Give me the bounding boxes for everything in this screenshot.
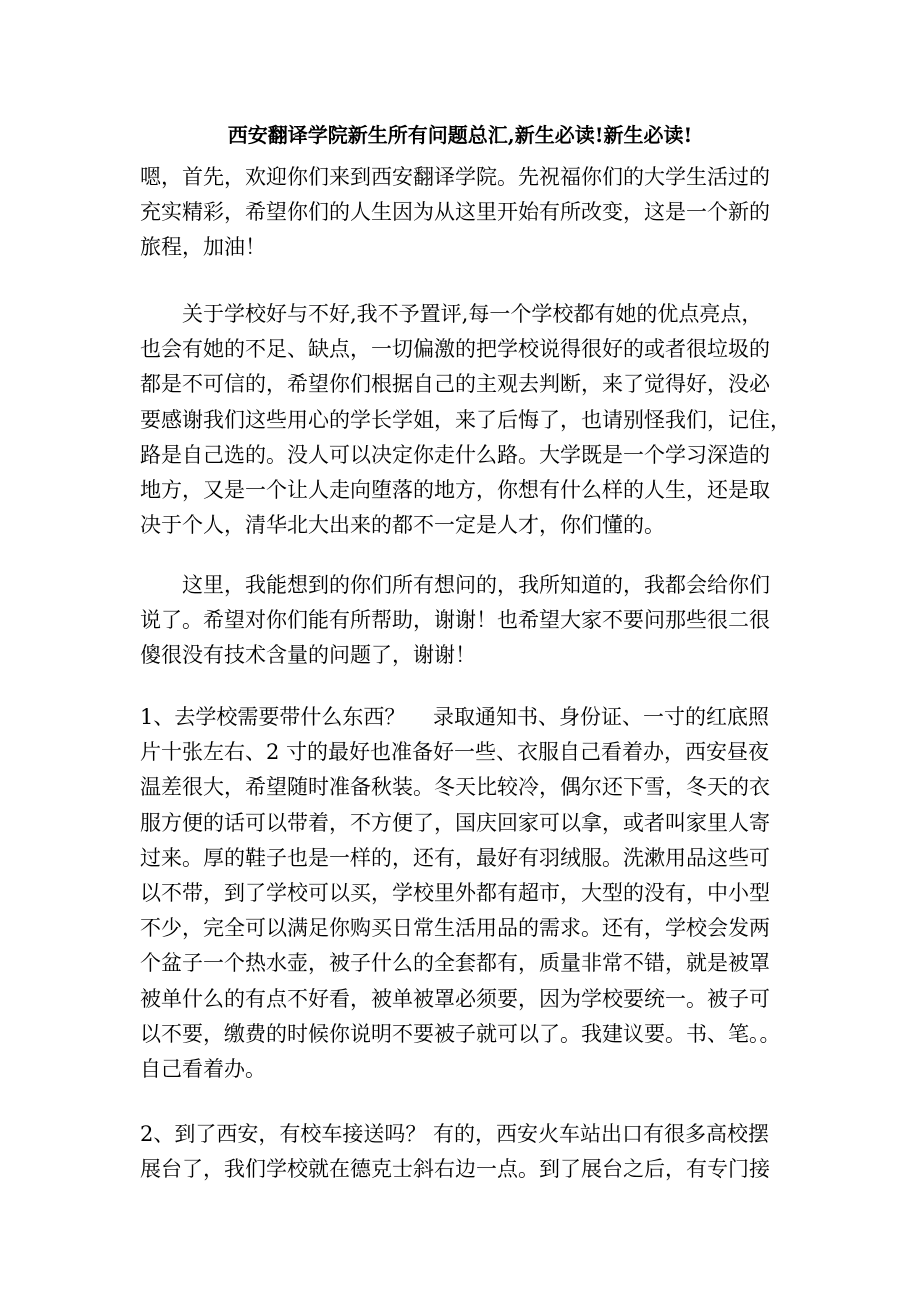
text-line: 要感谢我们这些用心的学长学姐，来了后悔了，也请别怪我们，记住， (140, 407, 791, 432)
text-line: 也会有她的不足、缺点，一切偏激的把学校说得很好的或者很垃圾的 (140, 337, 770, 362)
text-line: 傻很没有技术含量的问题了，谢谢！ (140, 643, 476, 668)
text-line: 个盆子一个热水壶，被子什么的全套都有，质量非常不错，就是被罩 (140, 951, 770, 976)
text-line: 温差很大，希望随时准备秋装。冬天比较冷，偶尔还下雪，冬天的衣 (140, 775, 770, 800)
text-line: 不少，完全可以满足你购买日常生活用品的需求。还有，学校会发两 (140, 916, 770, 941)
paragraph-welcome (140, 160, 780, 266)
paragraph-opinion (140, 297, 791, 543)
paragraph-question-2 (140, 1117, 780, 1187)
paragraph-intro (140, 568, 780, 674)
text-line: 决于个人，清华北大出来的都不一定是人才，你们懂的。 (140, 513, 665, 538)
text-line: 自己看着办。 (140, 1056, 266, 1081)
text-line: 都是不可信的，希望你们根据自己的主观去判断，来了觉得好，没必 (140, 372, 770, 397)
text-line: 关于学校好与不好,我不予置评,每一个学校都有她的优点亮点， (182, 302, 763, 326)
text-line: 以不要，缴费的时候你说明不要被子就可以了。我建议要。书、笔。。 (140, 1021, 781, 1046)
text-line: 这里，我能想到的你们所有想问的，我所知道的，我都会给你们 (182, 573, 770, 597)
text-line: 充实精彩，希望你们的人生因为从这里开始有所改变，这是一个新的 (140, 200, 770, 225)
text-line: 展台了，我们学校就在德克士斜右边一点。到了展台之后，有专门接 (140, 1157, 770, 1182)
text-line: 嗯，首先，欢迎你们来到西安翻译学院。先祝福你们的大学生活过的 (140, 165, 770, 189)
text-line: 1、去学校需要带什么东西？ 录取通知书、身份证、一寸的红底照 (140, 705, 770, 729)
text-line: 片十张左右、2 寸的最好也准备好一些、衣服自己看着办，西安昼夜 (140, 740, 770, 765)
paragraph-question-1 (140, 700, 780, 1087)
text-line: 2、到了西安，有校车接送吗？ 有的，西安火车站出口有很多高校摆 (140, 1122, 770, 1146)
text-line: 过来。厚的鞋子也是一样的，还有，最好有羽绒服。洗漱用品这些可 (140, 845, 770, 870)
text-line: 被单什么的有点不好看，被单被罩必须要，因为学校要统一。被子可 (140, 986, 770, 1011)
document-title: 西安翻译学院新生所有问题总汇,新生必读!新生必读! (227, 123, 693, 147)
text-line: 地方，又是一个让人走向堕落的地方，你想有什么样的人生，还是取 (140, 477, 770, 502)
text-line: 说了。希望对你们能有所帮助，谢谢！也希望大家不要问那些很二很 (140, 608, 770, 633)
text-line: 以不带，到了学校可以买，学校里外都有超市，大型的没有，中小型 (140, 880, 770, 905)
text-line: 旅程，加油！ (140, 235, 266, 260)
text-line: 路是自己选的。没人可以决定你走什么路。大学既是一个学习深造的 (140, 442, 770, 467)
text-line: 服方便的话可以带着，不方便了，国庆回家可以拿，或者叫家里人寄 (140, 810, 770, 835)
